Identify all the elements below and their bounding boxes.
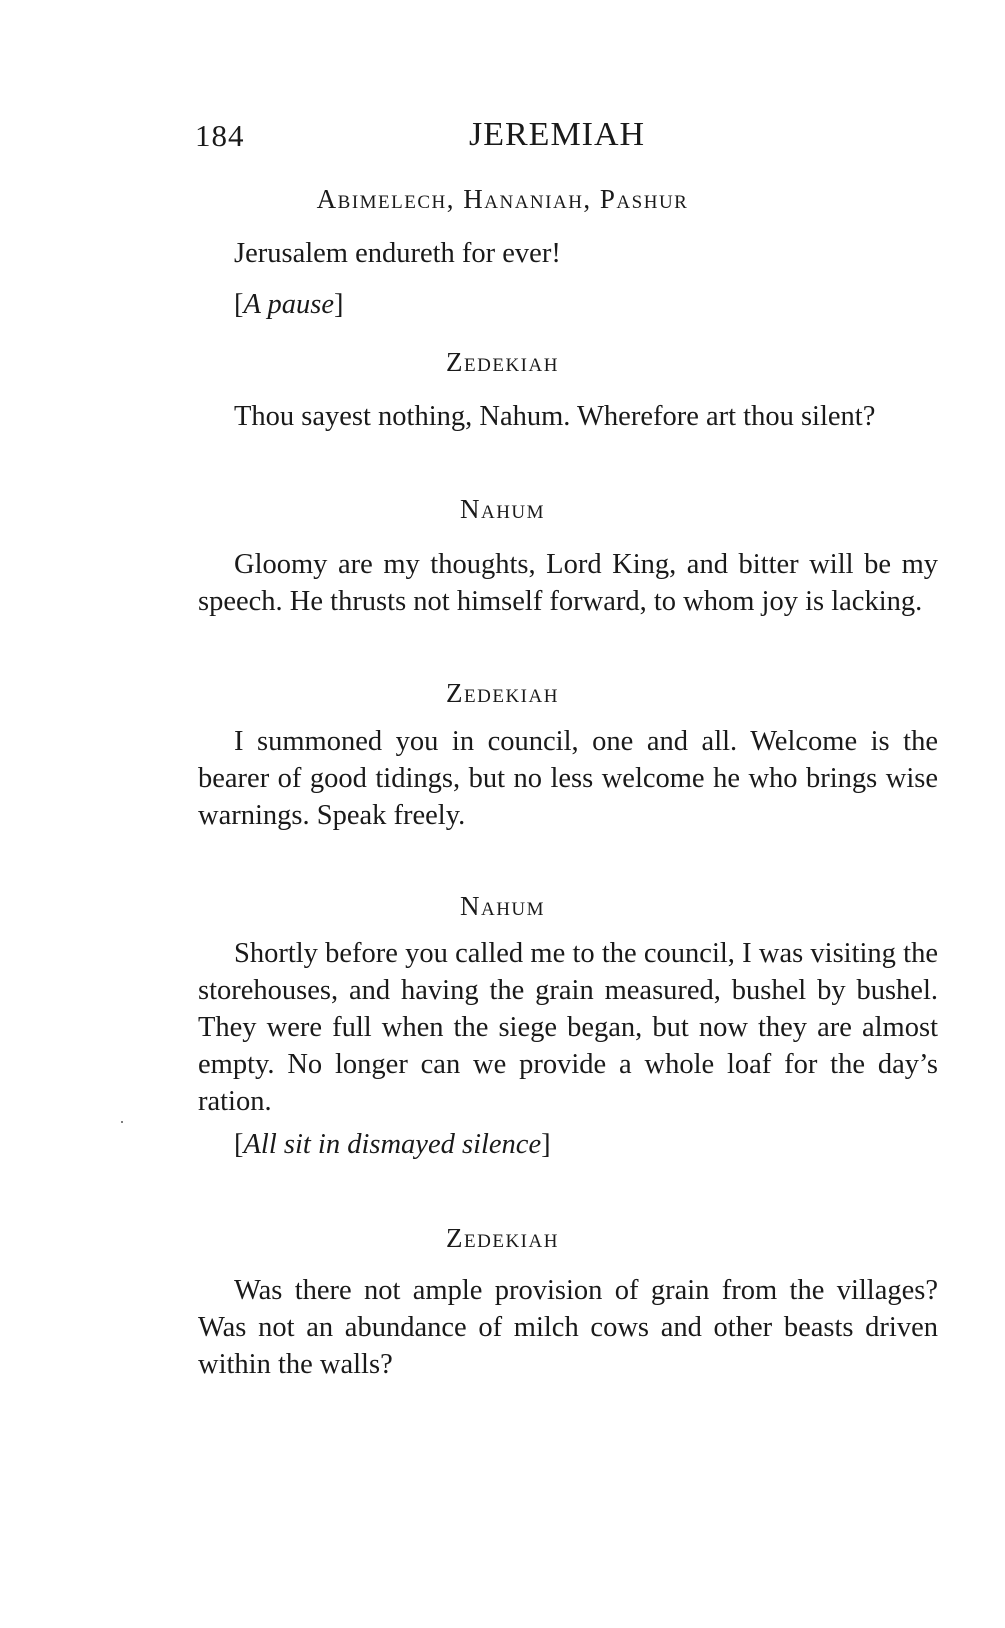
- open-bracket: [: [234, 289, 244, 320]
- print-speck: [121, 1121, 123, 1123]
- close-bracket: ]: [541, 1129, 551, 1160]
- speech-text: Was there not ample provision of grain from the villages? Was not an abundance of milch cows and other beasts driven within the walls?: [198, 1275, 938, 1380]
- stage-direction: [234, 291, 344, 320]
- speech-text: Thou sayest nothing, Nahum. Wherefore art thou silent?: [234, 401, 876, 432]
- stage-direction-text: All sit in dismayed silence: [243, 1129, 542, 1160]
- close-bracket: ]: [334, 289, 344, 320]
- speaker-name: Zedekiah: [446, 347, 559, 377]
- speech-text: Gloomy are my thoughts, Lord King, and bitter will be my speech. He thrusts not himself forward, to whom joy is lacking.: [198, 549, 938, 617]
- running-title: JEREMIAH: [469, 116, 646, 153]
- stage-direction: [234, 1131, 551, 1160]
- speaker-name: Zedekiah: [446, 678, 559, 708]
- speech-text: Jerusalem endureth for ever!: [234, 238, 561, 269]
- speech-text: Shortly before you called me to the council, I was visiting the storehouses, and having the grain measured, bushel by bushel. They were full when the siege began, but now they are almost empty. No longer can we provide a whole loaf for the day’s ration.: [198, 938, 938, 1117]
- speaker-name: Nahum: [459, 891, 546, 921]
- speaker-name: Zedekiah: [446, 1223, 559, 1253]
- stage-direction-text: A pause: [243, 289, 335, 320]
- speaker-name: Abimelech, Hananiah, Pashur: [316, 184, 689, 214]
- speech-text: I summoned you in council, one and all. Welcome is the bearer of good tidings, but no less welcome he who brings wise warnings. Speak freely.: [198, 726, 938, 831]
- speaker-name: Nahum: [459, 494, 546, 524]
- page-number: 184: [195, 118, 245, 153]
- open-bracket: [: [234, 1129, 244, 1160]
